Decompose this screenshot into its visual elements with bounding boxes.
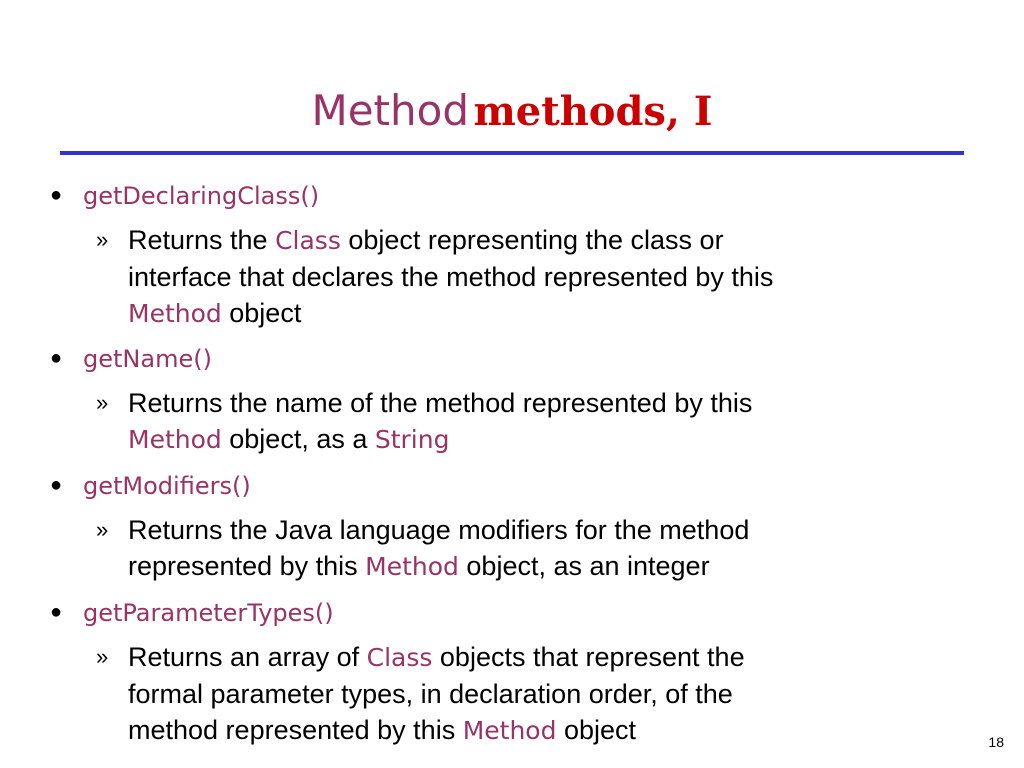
- desc-text: Returns the: [128, 225, 276, 255]
- code-text: Method: [128, 299, 222, 328]
- bullet-dot-icon: ●: [50, 184, 63, 206]
- desc-text: object: [556, 715, 637, 745]
- bullet-dot-icon: ●: [50, 601, 63, 623]
- slide-title-part2: methods, I: [473, 88, 713, 135]
- page-number: 18: [988, 734, 1004, 750]
- desc-text: object, as an integer: [458, 551, 710, 581]
- code-text: Class: [275, 226, 341, 255]
- desc-text: Returns an array of: [128, 642, 367, 672]
- bullet-item: [50, 470, 251, 501]
- sub-item-line: [96, 421, 956, 458]
- code-text: Method: [365, 552, 459, 581]
- bullet-item: [50, 180, 319, 211]
- desc-text: object, as a: [221, 424, 375, 454]
- code-text: Class: [366, 643, 433, 672]
- code-text: Method: [462, 716, 557, 745]
- sub-bullet-icon: »: [96, 644, 109, 669]
- sub-item-line: [96, 712, 956, 749]
- sub-item: [96, 639, 956, 749]
- method-name: getParameterTypes(): [83, 599, 334, 627]
- method-name: getName(): [83, 345, 212, 373]
- sub-item: [96, 512, 956, 585]
- sub-item-line: [96, 639, 956, 676]
- sub-bullet-icon: »: [96, 227, 109, 252]
- sub-item-line: formal parameter types, in declaration order, of the: [128, 679, 733, 709]
- sub-item-line: [96, 295, 956, 332]
- desc-text: object: [221, 298, 302, 328]
- sub-item-line: interface that declares the method represented by this: [128, 262, 774, 292]
- desc-text: objects that represent the: [432, 642, 745, 672]
- method-name: getDeclaringClass(): [83, 182, 320, 210]
- sub-item: [96, 222, 956, 332]
- code-text: String: [374, 425, 450, 454]
- sub-bullet-icon: »: [96, 517, 109, 542]
- bullet-dot-icon: ●: [50, 474, 63, 496]
- sub-item-line: [96, 548, 956, 585]
- sub-item-line: [96, 222, 956, 259]
- slide-title-part1: Method: [311, 86, 469, 135]
- code-text: Method: [128, 425, 222, 454]
- method-name: getModifiers(): [83, 472, 251, 500]
- desc-text: represented by this: [128, 551, 366, 581]
- desc-text: method represented by this: [128, 715, 463, 745]
- desc-text: object representing the class or: [340, 225, 724, 255]
- sub-item-line: Returns the Java language modifiers for the method: [128, 515, 750, 545]
- sub-item-line: Returns the name of the method represented by this: [128, 388, 753, 418]
- bullet-dot-icon: ●: [50, 347, 63, 369]
- sub-bullet-icon: »: [96, 390, 109, 415]
- bullet-item: [50, 343, 212, 374]
- bullet-item: [50, 597, 334, 628]
- sub-item: [96, 385, 956, 458]
